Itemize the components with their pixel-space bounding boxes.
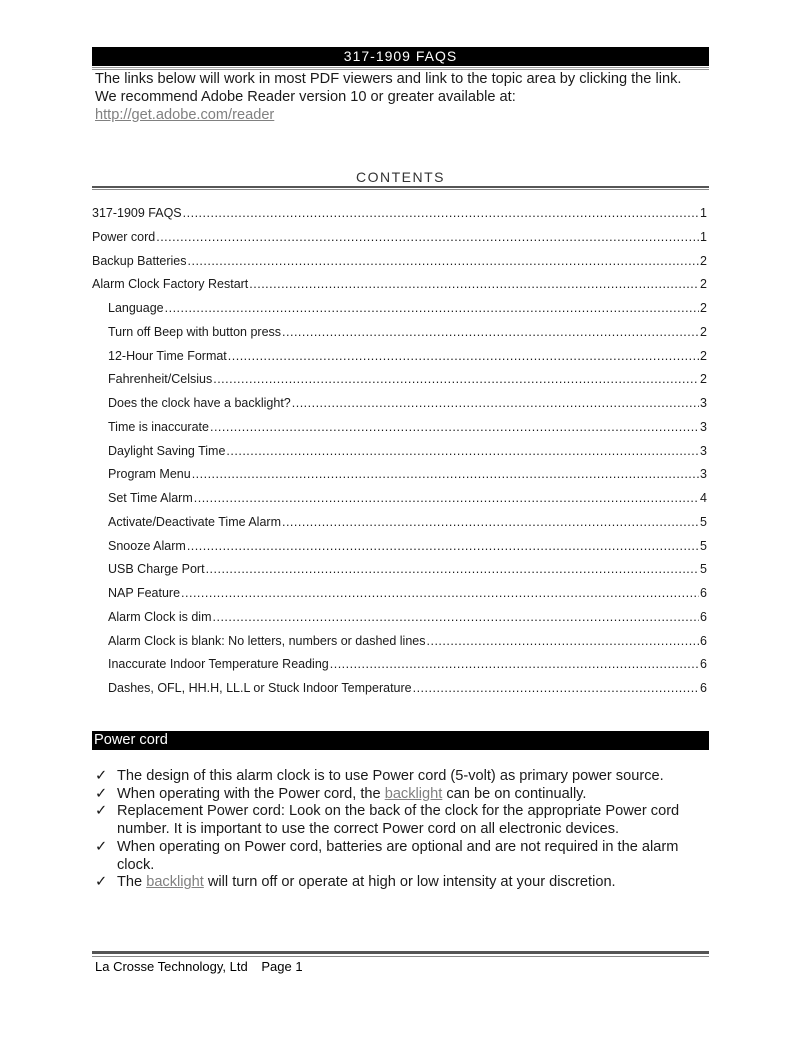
toc-entry-label: Language [108, 301, 164, 315]
toc-entry-label: Turn off Beep with button press [108, 324, 282, 339]
toc-entry[interactable] [92, 466, 707, 482]
toc-entry-page: 5 [700, 514, 707, 529]
toc-entry-label: 12-Hour Time Format [108, 348, 227, 363]
bullet-text: The design of this alarm clock is to use Power cord (5-volt) as primary power source. [117, 768, 664, 784]
bullet-text: When operating with the Power cord, the [117, 785, 385, 802]
toc-entry-label: Inaccurate Indoor Temperature Reading [108, 657, 329, 672]
toc-entry-label: Power cord [92, 229, 156, 244]
toc-dot-leader [330, 656, 699, 672]
toc-entry-label: Backup Batteries [92, 253, 187, 268]
toc-dot-leader [226, 443, 699, 459]
checkmark-icon: ✓ [95, 838, 108, 855]
toc-entry-page: 5 [700, 562, 707, 577]
section-heading-power-cord: Power cord [92, 731, 709, 750]
toc-entry[interactable] [92, 514, 707, 530]
footer-page-number: Page 1 [261, 959, 303, 974]
toc-dot-leader [206, 561, 699, 577]
toc-entry-page: 4 [700, 491, 707, 505]
toc-entry-label: Does the clock have a backlight? [108, 396, 291, 410]
toc-entry-page: 6 [700, 609, 707, 624]
toc-entry-page: 2 [700, 301, 707, 315]
toc-entry[interactable] [92, 419, 707, 435]
toc-entry[interactable] [92, 656, 707, 672]
toc-entry-label: Alarm Clock is dim [108, 609, 212, 624]
toc-dot-leader [413, 680, 699, 696]
contents-rule [92, 186, 709, 188]
power-cord-bullet-list [95, 768, 705, 892]
toc-entry-page: 5 [700, 538, 707, 553]
toc-dot-leader [249, 276, 699, 292]
toc-entry[interactable] [92, 371, 707, 387]
bullet-text-tail: can be on continually. [442, 785, 587, 802]
toc-entry-page: 2 [700, 277, 707, 292]
bullet-item [95, 768, 705, 786]
toc-entry-label: Program Menu [108, 467, 191, 482]
toc-dot-leader [181, 585, 699, 601]
toc-entry[interactable] [92, 395, 707, 411]
toc-entry[interactable] [92, 324, 707, 340]
bullet-text-tail: will turn off or operate at high or low intensity at your discretion. [203, 874, 616, 891]
toc-entry[interactable] [92, 348, 707, 364]
toc-entry-label: Alarm Clock Factory Restart [92, 277, 249, 292]
toc-entry[interactable] [92, 561, 707, 577]
page-title: 317-1909 FAQS [92, 47, 709, 66]
toc-dot-leader [282, 514, 699, 530]
toc-entry-label: 317-1909 FAQS [92, 206, 182, 220]
footer-rule-thin [92, 956, 709, 957]
bullet-item [95, 839, 705, 874]
toc-entry-label: NAP Feature [108, 586, 181, 600]
toc-entry-page: 3 [700, 443, 707, 458]
toc-dot-leader [165, 300, 699, 316]
toc-dot-leader [210, 419, 699, 435]
toc-dot-leader [282, 324, 699, 340]
toc-dot-leader [183, 205, 699, 221]
page-footer [95, 959, 303, 974]
checkmark-icon: ✓ [95, 803, 108, 820]
contents-heading: CONTENTS [356, 169, 445, 185]
toc-entry-page: 3 [700, 467, 707, 482]
toc-entry-label: USB Charge Port [108, 562, 205, 577]
toc-dot-leader [192, 466, 699, 482]
intro-text: The links below will work in most PDF viewers and link to the topic area by clicking the link. We recommend Adobe Reader version 10 or greater available at: [95, 71, 682, 105]
toc-entry-label: Activate/Deactivate Time Alarm [108, 514, 281, 529]
toc-entry[interactable] [92, 300, 707, 316]
toc-entry[interactable] [92, 633, 707, 649]
toc-entry-page: 3 [700, 419, 707, 434]
toc-entry[interactable] [92, 276, 707, 292]
bullet-item [95, 803, 705, 838]
backlight-link[interactable]: backlight [384, 785, 443, 802]
toc-dot-leader [292, 395, 699, 411]
toc-dot-leader [156, 229, 699, 245]
toc-entry[interactable] [92, 205, 707, 221]
toc-entry-label: Daylight Saving Time [108, 443, 226, 458]
toc-entry-label: Fahrenheit/Celsius [108, 372, 213, 387]
contents-rule-thin [92, 189, 709, 190]
toc-dot-leader [228, 348, 699, 364]
toc-dot-leader [213, 609, 700, 625]
toc-entry-page: 6 [700, 586, 707, 600]
backlight-link[interactable]: backlight [146, 874, 204, 891]
toc-entry-label: Time is inaccurate [108, 419, 209, 434]
toc-entry[interactable] [92, 609, 707, 625]
bullet-text: Replacement Power cord: Look on the back of the clock for the appropriate Power cord number. It is important to use the correct Power cord on all electronic devices. [117, 803, 680, 838]
toc-dot-leader [194, 490, 699, 506]
toc-entry[interactable] [92, 443, 707, 459]
toc-entry-page: 2 [700, 372, 707, 387]
toc-entry-page: 3 [700, 396, 707, 410]
toc-entry[interactable] [92, 490, 707, 506]
checkmark-icon: ✓ [95, 768, 108, 784]
toc-entry-label: Dashes, OFL, HH.H, LL.L or Stuck Indoor Temperature [108, 681, 412, 695]
footer-company: La Crosse Technology, Ltd [95, 959, 248, 974]
toc-entry-page: 1 [700, 229, 707, 244]
bullet-item [95, 786, 705, 804]
bullet-text: The [117, 874, 147, 891]
toc-entry[interactable] [92, 253, 707, 269]
toc-dot-leader [188, 253, 700, 269]
toc-entry-page: 6 [700, 657, 707, 672]
toc-entry[interactable] [92, 585, 707, 601]
bullet-text: When operating on Power cord, batteries are optional and are not required in the alarm clock. [117, 838, 679, 873]
toc-entry[interactable] [92, 680, 707, 696]
intro-paragraph [95, 70, 705, 124]
toc-entry-page: 6 [700, 633, 707, 648]
toc-entry-page: 1 [700, 206, 707, 220]
toc-entry[interactable] [92, 229, 707, 245]
toc-dot-leader [213, 371, 699, 387]
toc-entry-page: 2 [700, 348, 707, 363]
title-underline [92, 67, 709, 68]
toc-entry-label: Set Time Alarm [108, 491, 193, 505]
toc-entry-page: 2 [700, 253, 707, 268]
adobe-reader-link[interactable]: http://get.adobe.com/reader [95, 107, 275, 123]
checkmark-icon: ✓ [95, 785, 108, 802]
toc-dot-leader [427, 633, 700, 649]
toc-dot-leader [187, 538, 699, 554]
checkmark-icon: ✓ [95, 874, 108, 891]
toc-entry[interactable] [92, 538, 707, 554]
toc-entry-page: 2 [700, 324, 707, 339]
toc-entry-label: Snooze Alarm [108, 538, 186, 553]
footer-rule [92, 951, 709, 954]
bullet-item [95, 874, 705, 892]
toc-entry-page: 6 [700, 681, 707, 695]
toc-entry-label: Alarm Clock is blank: No letters, numbers or dashed lines [108, 633, 426, 648]
